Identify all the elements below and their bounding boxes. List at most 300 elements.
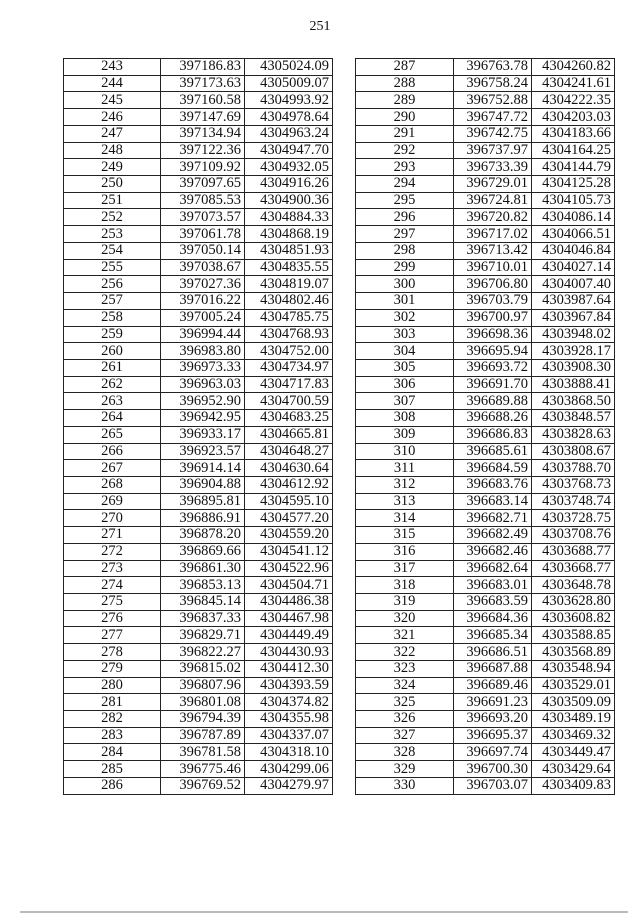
x-coordinate-cell: 397160.58 [161,92,245,109]
point-number-cell: 269 [64,493,161,510]
x-coordinate-cell: 396904.88 [161,476,245,493]
x-coordinate-cell: 396837.33 [161,610,245,627]
table-row [356,594,615,611]
y-coordinate-cell: 4304241.61 [532,75,615,92]
x-coordinate-cell: 397061.78 [161,226,245,243]
y-coordinate-cell: 4304183.66 [532,125,615,142]
x-coordinate-cell: 396775.46 [161,761,245,778]
y-coordinate-cell: 4304595.10 [245,493,333,510]
y-coordinate-cell: 4303489.19 [532,711,615,728]
x-coordinate-cell: 396682.46 [454,543,532,560]
x-coordinate-cell: 396861.30 [161,560,245,577]
point-number-cell: 318 [356,577,454,594]
table-row [64,560,333,577]
point-number-cell: 329 [356,761,454,778]
y-coordinate-cell: 4304947.70 [245,142,333,159]
x-coordinate-cell: 397085.53 [161,192,245,209]
x-coordinate-cell: 396683.01 [454,577,532,594]
x-coordinate-cell: 396952.90 [161,393,245,410]
table-row [64,109,333,126]
x-coordinate-cell: 396683.14 [454,493,532,510]
x-coordinate-cell: 396923.57 [161,443,245,460]
table-row [356,192,615,209]
y-coordinate-cell: 4303648.78 [532,577,615,594]
table-row [64,142,333,159]
x-coordinate-cell: 396869.66 [161,543,245,560]
table-row [356,744,615,761]
y-coordinate-cell: 4304768.93 [245,326,333,343]
table-row [356,276,615,293]
point-number-cell: 247 [64,125,161,142]
y-coordinate-cell: 4304868.19 [245,226,333,243]
table-row [356,510,615,527]
point-number-cell: 253 [64,226,161,243]
table-row [356,226,615,243]
point-number-cell: 298 [356,242,454,259]
table-row [356,610,615,627]
point-number-cell: 304 [356,343,454,360]
table-row [356,209,615,226]
x-coordinate-cell: 396693.20 [454,711,532,728]
table-row [356,761,615,778]
table-row [64,293,333,310]
table-row [356,309,615,326]
x-coordinate-cell: 396763.78 [454,59,532,76]
table-row [64,594,333,611]
point-number-cell: 319 [356,594,454,611]
y-coordinate-cell: 4303768.73 [532,476,615,493]
x-coordinate-cell: 396686.51 [454,644,532,661]
table-row [64,410,333,427]
table-row [64,476,333,493]
table-row [64,326,333,343]
point-number-cell: 306 [356,376,454,393]
y-coordinate-cell: 4303848.57 [532,410,615,427]
point-number-cell: 316 [356,543,454,560]
y-coordinate-cell: 4304884.33 [245,209,333,226]
point-number-cell: 273 [64,560,161,577]
table-row [356,125,615,142]
x-coordinate-cell: 396815.02 [161,660,245,677]
point-number-cell: 278 [64,644,161,661]
x-coordinate-cell: 396781.58 [161,744,245,761]
table-row [356,176,615,193]
x-coordinate-cell: 396983.80 [161,343,245,360]
y-coordinate-cell: 4305009.07 [245,75,333,92]
point-number-cell: 309 [356,426,454,443]
point-number-cell: 303 [356,326,454,343]
table-row [64,176,333,193]
table-row [356,460,615,477]
point-number-cell: 254 [64,242,161,259]
table-row [356,777,615,794]
point-number-cell: 305 [356,359,454,376]
table-row [64,510,333,527]
point-number-cell: 251 [64,192,161,209]
x-coordinate-cell: 396685.34 [454,627,532,644]
y-coordinate-cell: 4304700.59 [245,393,333,410]
y-coordinate-cell: 4303748.74 [532,493,615,510]
y-coordinate-cell: 4304717.83 [245,376,333,393]
point-number-cell: 317 [356,560,454,577]
x-coordinate-cell: 397005.24 [161,309,245,326]
x-coordinate-cell: 396691.70 [454,376,532,393]
y-coordinate-cell: 4303987.64 [532,293,615,310]
point-number-cell: 325 [356,694,454,711]
point-number-cell: 307 [356,393,454,410]
y-coordinate-cell: 4304851.93 [245,242,333,259]
y-coordinate-cell: 4304900.36 [245,192,333,209]
x-coordinate-cell: 397038.67 [161,259,245,276]
table-row [64,644,333,661]
table-row [64,443,333,460]
x-coordinate-cell: 396822.27 [161,644,245,661]
x-coordinate-cell: 396878.20 [161,527,245,544]
point-number-cell: 275 [64,594,161,611]
x-coordinate-cell: 396695.94 [454,343,532,360]
table-row [64,259,333,276]
y-coordinate-cell: 4304086.14 [532,209,615,226]
point-number-cell: 271 [64,527,161,544]
table-row [64,276,333,293]
table-row [64,309,333,326]
y-coordinate-cell: 4304577.20 [245,510,333,527]
table-row [64,75,333,92]
table-row [356,727,615,744]
y-coordinate-cell: 4304993.92 [245,92,333,109]
x-coordinate-cell: 396737.97 [454,142,532,159]
y-coordinate-cell: 4303628.80 [532,594,615,611]
point-number-cell: 248 [64,142,161,159]
point-number-cell: 282 [64,711,161,728]
table-row [356,543,615,560]
point-number-cell: 327 [356,727,454,744]
point-number-cell: 313 [356,493,454,510]
x-coordinate-cell: 396703.79 [454,293,532,310]
point-number-cell: 326 [356,711,454,728]
point-number-cell: 267 [64,460,161,477]
y-coordinate-cell: 4304260.82 [532,59,615,76]
y-coordinate-cell: 4304430.93 [245,644,333,661]
y-coordinate-cell: 4303509.09 [532,694,615,711]
x-coordinate-cell: 396886.91 [161,510,245,527]
x-coordinate-cell: 396933.17 [161,426,245,443]
table-row [64,777,333,794]
point-number-cell: 295 [356,192,454,209]
y-coordinate-cell: 4303808.67 [532,443,615,460]
point-number-cell: 246 [64,109,161,126]
x-coordinate-cell: 396758.24 [454,75,532,92]
y-coordinate-cell: 4304125.28 [532,176,615,193]
x-coordinate-cell: 397173.63 [161,75,245,92]
y-coordinate-cell: 4304522.96 [245,560,333,577]
x-coordinate-cell: 396963.03 [161,376,245,393]
table-row [356,677,615,694]
y-coordinate-cell: 4304486.38 [245,594,333,611]
y-coordinate-cell: 4303868.50 [532,393,615,410]
y-coordinate-cell: 4304835.55 [245,259,333,276]
point-number-cell: 274 [64,577,161,594]
point-number-cell: 322 [356,644,454,661]
table-row [64,660,333,677]
x-coordinate-cell: 396682.49 [454,527,532,544]
point-number-cell: 285 [64,761,161,778]
table-row [64,125,333,142]
table-row [64,627,333,644]
table-row [64,744,333,761]
table-row [356,410,615,427]
table-row [356,242,615,259]
x-coordinate-cell: 396914.14 [161,460,245,477]
x-coordinate-cell: 396720.82 [454,209,532,226]
y-coordinate-cell: 4304066.51 [532,226,615,243]
x-coordinate-cell: 396733.39 [454,159,532,176]
point-number-cell: 262 [64,376,161,393]
table-row [356,359,615,376]
y-coordinate-cell: 4304648.27 [245,443,333,460]
x-coordinate-cell: 396724.81 [454,192,532,209]
y-coordinate-cell: 4304559.20 [245,527,333,544]
table-row [356,393,615,410]
page-bottom-rule [20,911,628,913]
table-row [356,694,615,711]
y-coordinate-cell: 4304355.98 [245,711,333,728]
x-coordinate-cell: 397016.22 [161,293,245,310]
point-number-cell: 314 [356,510,454,527]
x-coordinate-cell: 396853.13 [161,577,245,594]
coordinate-table-left [63,58,333,795]
table-row [356,426,615,443]
table-row [64,192,333,209]
point-number-cell: 330 [356,777,454,794]
y-coordinate-cell: 4303708.76 [532,527,615,544]
table-row [64,610,333,627]
table-row [356,59,615,76]
y-coordinate-cell: 4304164.25 [532,142,615,159]
y-coordinate-cell: 4304467.98 [245,610,333,627]
x-coordinate-cell: 396691.23 [454,694,532,711]
x-coordinate-cell: 397073.57 [161,209,245,226]
x-coordinate-cell: 396729.01 [454,176,532,193]
y-coordinate-cell: 4304299.06 [245,761,333,778]
y-coordinate-cell: 4304374.82 [245,694,333,711]
y-coordinate-cell: 4303529.01 [532,677,615,694]
x-coordinate-cell: 396689.46 [454,677,532,694]
point-number-cell: 270 [64,510,161,527]
point-number-cell: 308 [356,410,454,427]
point-number-cell: 286 [64,777,161,794]
x-coordinate-cell: 396695.37 [454,727,532,744]
table-row [356,644,615,661]
point-number-cell: 245 [64,92,161,109]
x-coordinate-cell: 396689.88 [454,393,532,410]
table-row [64,242,333,259]
x-coordinate-cell: 396687.88 [454,660,532,677]
y-coordinate-cell: 4303828.63 [532,426,615,443]
x-coordinate-cell: 397134.94 [161,125,245,142]
x-coordinate-cell: 396684.59 [454,460,532,477]
point-number-cell: 258 [64,309,161,326]
y-coordinate-cell: 4304916.26 [245,176,333,193]
y-coordinate-cell: 4303788.70 [532,460,615,477]
table-row [356,259,615,276]
table-row [356,293,615,310]
x-coordinate-cell: 396794.39 [161,711,245,728]
table-row [356,560,615,577]
point-number-cell: 268 [64,476,161,493]
table-row [64,694,333,711]
y-coordinate-cell: 4303608.82 [532,610,615,627]
y-coordinate-cell: 4303449.47 [532,744,615,761]
x-coordinate-cell: 396682.71 [454,510,532,527]
x-coordinate-cell: 397122.36 [161,142,245,159]
x-coordinate-cell: 397186.83 [161,59,245,76]
table-row [356,109,615,126]
point-number-cell: 289 [356,92,454,109]
x-coordinate-cell: 396683.59 [454,594,532,611]
point-number-cell: 312 [356,476,454,493]
x-coordinate-cell: 396717.02 [454,226,532,243]
point-number-cell: 277 [64,627,161,644]
page-number: 251 [309,19,331,34]
y-coordinate-cell: 4304337.07 [245,727,333,744]
y-coordinate-cell: 4303928.17 [532,343,615,360]
y-coordinate-cell: 4303908.30 [532,359,615,376]
table-row [356,75,615,92]
table-row [64,761,333,778]
point-number-cell: 294 [356,176,454,193]
x-coordinate-cell: 396693.72 [454,359,532,376]
y-coordinate-cell: 4303548.94 [532,660,615,677]
y-coordinate-cell: 4304978.64 [245,109,333,126]
point-number-cell: 281 [64,694,161,711]
table-row [356,627,615,644]
point-number-cell: 299 [356,259,454,276]
x-coordinate-cell: 396688.26 [454,410,532,427]
y-coordinate-cell: 4303568.89 [532,644,615,661]
y-coordinate-cell: 4304007.40 [532,276,615,293]
point-number-cell: 283 [64,727,161,744]
x-coordinate-cell: 396710.01 [454,259,532,276]
point-number-cell: 320 [356,610,454,627]
x-coordinate-cell: 396787.89 [161,727,245,744]
point-number-cell: 290 [356,109,454,126]
point-number-cell: 302 [356,309,454,326]
table-row [64,393,333,410]
point-number-cell: 296 [356,209,454,226]
point-number-cell: 288 [356,75,454,92]
x-coordinate-cell: 396747.72 [454,109,532,126]
x-coordinate-cell: 396706.80 [454,276,532,293]
point-number-cell: 324 [356,677,454,694]
table-row [64,59,333,76]
y-coordinate-cell: 4303668.77 [532,560,615,577]
y-coordinate-cell: 4304612.92 [245,476,333,493]
point-number-cell: 321 [356,627,454,644]
point-number-cell: 287 [356,59,454,76]
point-number-cell: 257 [64,293,161,310]
x-coordinate-cell: 396895.81 [161,493,245,510]
table-row [356,343,615,360]
point-number-cell: 300 [356,276,454,293]
x-coordinate-cell: 397109.92 [161,159,245,176]
table-row [64,159,333,176]
y-coordinate-cell: 4304279.97 [245,777,333,794]
table-row [64,343,333,360]
table-row [356,326,615,343]
x-coordinate-cell: 396682.64 [454,560,532,577]
table-row [64,493,333,510]
x-coordinate-cell: 396801.08 [161,694,245,711]
y-coordinate-cell: 4304541.12 [245,543,333,560]
y-coordinate-cell: 4305024.09 [245,59,333,76]
table-row [356,711,615,728]
y-coordinate-cell: 4304393.59 [245,677,333,694]
table-row [356,142,615,159]
y-coordinate-cell: 4304046.84 [532,242,615,259]
y-coordinate-cell: 4304027.14 [532,259,615,276]
y-coordinate-cell: 4304105.73 [532,192,615,209]
x-coordinate-cell: 396685.61 [454,443,532,460]
y-coordinate-cell: 4304665.81 [245,426,333,443]
table-row [64,527,333,544]
x-coordinate-cell: 396845.14 [161,594,245,611]
point-number-cell: 323 [356,660,454,677]
table-row [64,711,333,728]
table-row [356,660,615,677]
table-row [356,92,615,109]
point-number-cell: 284 [64,744,161,761]
x-coordinate-cell: 396684.36 [454,610,532,627]
y-coordinate-cell: 4304412.30 [245,660,333,677]
x-coordinate-cell: 396700.30 [454,761,532,778]
point-number-cell: 291 [356,125,454,142]
y-coordinate-cell: 4304449.49 [245,627,333,644]
point-number-cell: 243 [64,59,161,76]
table-row [64,677,333,694]
y-coordinate-cell: 4304203.03 [532,109,615,126]
x-coordinate-cell: 396683.76 [454,476,532,493]
table-row [64,460,333,477]
y-coordinate-cell: 4303469.32 [532,727,615,744]
point-number-cell: 310 [356,443,454,460]
y-coordinate-cell: 4304504.71 [245,577,333,594]
table-row [356,493,615,510]
table-row [64,209,333,226]
point-number-cell: 272 [64,543,161,560]
y-coordinate-cell: 4303588.85 [532,627,615,644]
point-number-cell: 249 [64,159,161,176]
y-coordinate-cell: 4304734.97 [245,359,333,376]
point-number-cell: 260 [64,343,161,360]
table-row [64,727,333,744]
x-coordinate-cell: 396700.97 [454,309,532,326]
x-coordinate-cell: 396769.52 [161,777,245,794]
point-number-cell: 292 [356,142,454,159]
point-number-cell: 265 [64,426,161,443]
point-number-cell: 328 [356,744,454,761]
point-number-cell: 266 [64,443,161,460]
x-coordinate-cell: 396698.36 [454,326,532,343]
point-number-cell: 276 [64,610,161,627]
point-number-cell: 301 [356,293,454,310]
table-row [64,376,333,393]
y-coordinate-cell: 4304683.25 [245,410,333,427]
x-coordinate-cell: 396829.71 [161,627,245,644]
table-row [64,92,333,109]
x-coordinate-cell: 396703.07 [454,777,532,794]
coordinate-table-right [355,58,615,795]
